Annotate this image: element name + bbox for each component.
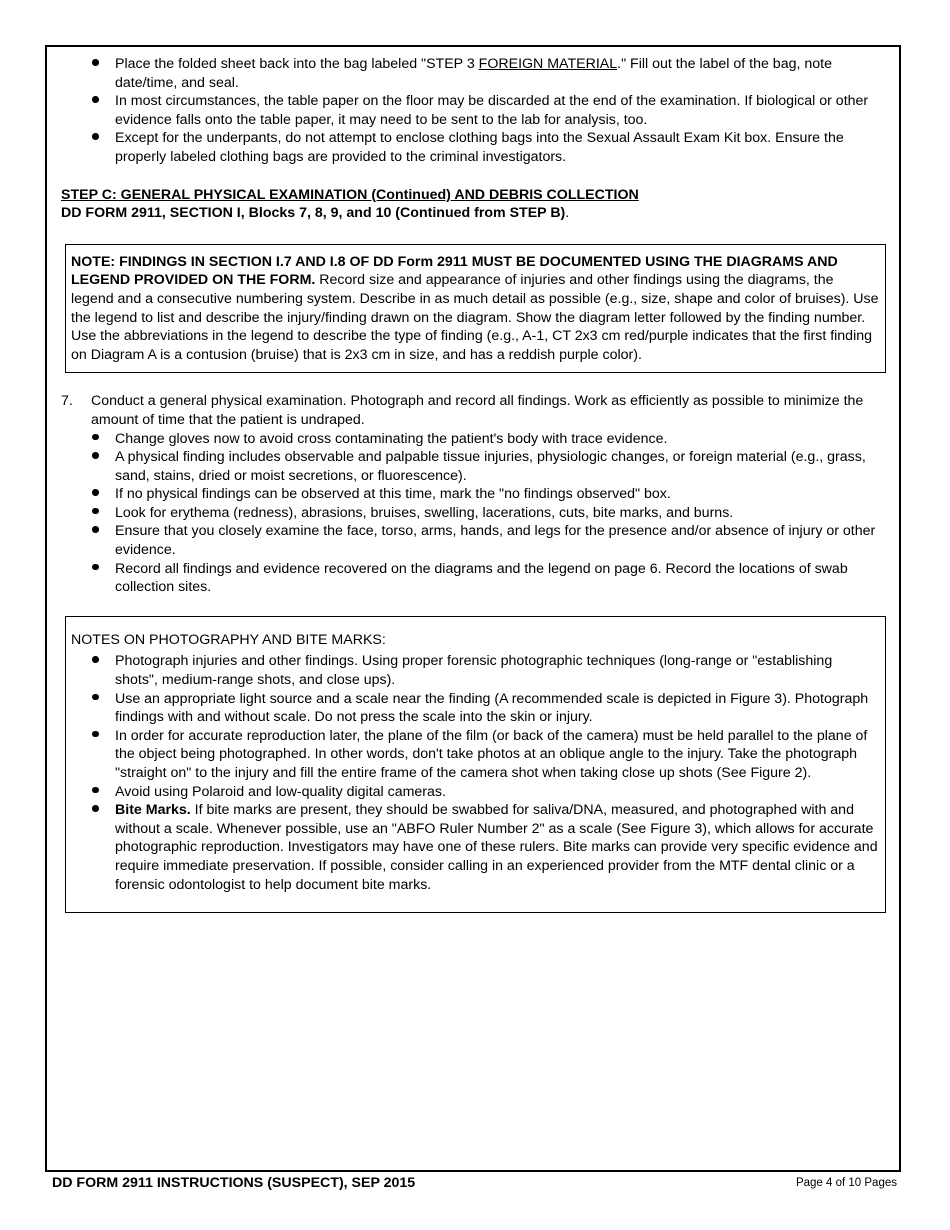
- note-text: Record size and appearance of injuries and other findings using the diagrams, the legend and a consecutive numbering system. Describe in as much detail as possible (e.g., size, shape and color of bruises). Use the legend to list and describe the injury/finding drawn on the diagram. Show the diagram letter followed by the finding number. Use the abbreviations in the legend to describe the type of finding (e.g., A-1, CT 2x3 cm red/purple indicates that the first finding on Diagram A is a contusion (bruise) that is 2x3 cm in size, and has a reddish purple color).: [71, 272, 879, 363]
- list-item: Record all findings and evidence recovered on the diagrams and the legend on page 6. Record the locations of swab collection sites.: [91, 560, 897, 597]
- photo-bullet-list: [71, 652, 879, 894]
- numbered-item-7: [61, 392, 897, 597]
- bite-marks-label: Bite Marks.: [115, 802, 191, 819]
- note-bold-text: NOTE: FINDINGS IN SECTION I.7 AND I.8 OF DD Form 2911 MUST BE DOCUMENTED USING THE DIAGRAMS AND LEGEND PROVIDED ON THE FORM.: [71, 253, 838, 289]
- item-number: 7.: [61, 393, 73, 410]
- step-subtitle: DD FORM 2911, SECTION I, Blocks 7, 8, 9, and 10 (Continued from STEP B).: [61, 205, 570, 222]
- step-title: STEP C: GENERAL PHYSICAL EXAMINATION (Continued) AND DEBRIS COLLECTION: [61, 186, 639, 203]
- list-item: Use an appropriate light source and a scale near the finding (A recommended scale is depicted in Figure 3). Photograph findings with and without scale. Do not press the scale into the skin or injury.: [71, 690, 879, 727]
- page-content: [61, 55, 897, 913]
- top-bullet-list: [61, 55, 897, 167]
- underlined-label: FOREIGN MATERIAL: [478, 56, 618, 72]
- page-number: Page 4 of 10 Pages: [795, 1177, 897, 1189]
- list-item: A physical finding includes observable and palpable tissue injuries, physiologic changes, or foreign material (e.g., grass, sand, stains, dried or moist secretions, or fluorescence).: [91, 448, 897, 485]
- step-heading: [61, 186, 897, 223]
- item7-bullet-list: [91, 430, 897, 597]
- box-title: NOTES ON PHOTOGRAPHY AND BITE MARKS:: [71, 631, 386, 648]
- list-item: In most circumstances, the table paper on the floor may be discarded at the end of the examination. If biological or other evidence falls onto the table paper, it may need to be sent to the lab for analysis, too.: [61, 92, 897, 129]
- form-identifier: DD FORM 2911 INSTRUCTIONS (SUSPECT), SEP 2015: [52, 1175, 416, 1191]
- list-item: Look for erythema (redness), abrasions, bruises, swelling, lacerations, cuts, bite marks, and burns.: [91, 504, 897, 523]
- list-item: Ensure that you closely examine the face, torso, arms, hands, and legs for the presence and/or absence of injury or other evidence.: [91, 522, 897, 559]
- list-item: Except for the underpants, do not attempt to enclose clothing bags into the Sexual Assault Exam Kit box. Ensure the properly labeled clothing bags are provided to the criminal investigators.: [61, 129, 897, 166]
- list-item: Place the folded sheet back into the bag labeled "STEP 3 FOREIGN MATERIAL." Fill out the label of the bag, note date/time, and seal.: [61, 55, 897, 92]
- note-box: [65, 244, 886, 374]
- list-item: Bite Marks. If bite marks are present, they should be swabbed for saliva/DNA, measured, and photographed with and without a scale. Whenever possible, use an "ABFO Ruler Number 2" as a scale (See Figure 3), which allows for accurate photographic reproduction. Investigators may have one of these rulers. Bite marks can provide very specific evidence and require immediate preservation. If possible, consider calling in an experienced provider from the MTF dental clinic or a forensic odontologist to help document bite marks.: [71, 801, 879, 894]
- list-item: Photograph injuries and other findings. Using proper forensic photographic techniques (long-range or "establishing shots", medium-range shots, and close ups).: [71, 652, 879, 689]
- list-item: In order for accurate reproduction later, the plane of the film (or back of the camera) must be held parallel to the plane of the object being photographed. In other words, don't take photos at an oblique angle to the injury. Take the photograph "straight on" to the injury and fill the entire frame of the camera shot when taking close up shots (See Figure 2).: [71, 727, 879, 783]
- list-item: Avoid using Polaroid and low-quality digital cameras.: [71, 783, 879, 802]
- list-item: If no physical findings can be observed at this time, mark the "no findings observed" box.: [91, 485, 897, 504]
- item-text: Conduct a general physical examination. Photograph and record all findings. Work as efficiently as possible to minimize the amount of time that the patient is undraped.: [91, 393, 864, 428]
- list-item: Change gloves now to avoid cross contaminating the patient's body with trace evidence.: [91, 430, 897, 449]
- photography-notes-box: [65, 616, 886, 913]
